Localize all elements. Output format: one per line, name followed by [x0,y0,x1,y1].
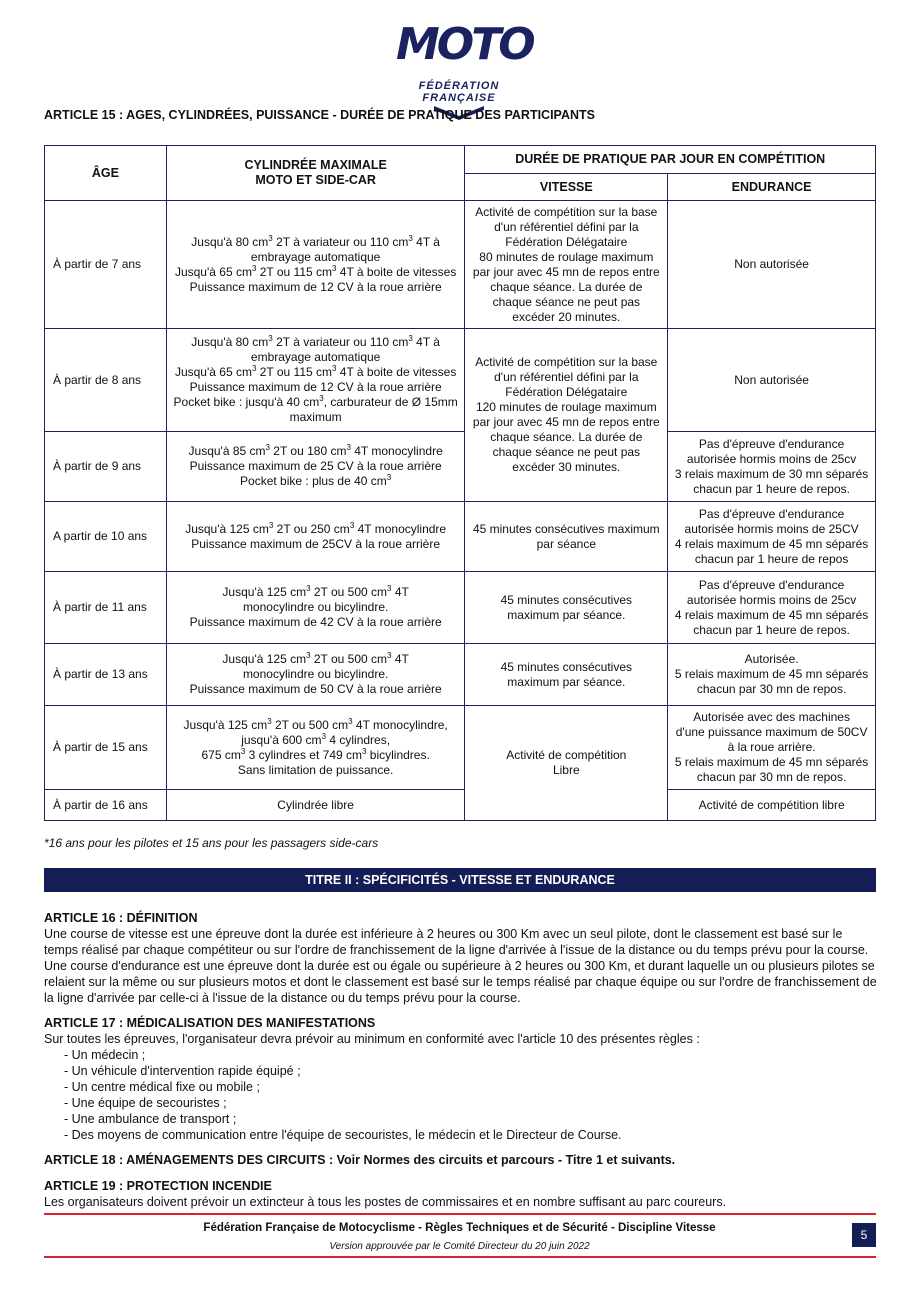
age-cell: À partir de 7 ans [45,201,167,329]
cylinder-cell [166,790,465,821]
cell-line: Jusqu'à 80 $cm^3$ 2T à variateur ou 110 $cm^3$ 4T à [191,233,440,249]
footer-title: Fédération Française de Motocyclisme - Règles Techniques et de Sécurité - Discipline Vitesse [203,1222,716,1234]
page-number: 5 [852,1223,876,1247]
header-duration: DURÉE DE PRATIQUE PAR JOUR EN COMPÉTITION [465,146,876,174]
cell-line: 5 relais maximum de 45 mn séparés [674,667,869,681]
cell-line: excéder 20 minutes. [512,309,621,324]
cell-line: autorisée hormis moins de 25CV [684,521,859,536]
cell-line: Fédération Délégataire [505,234,628,249]
cell-line: 675 $cm^3$ 3 cylindres et 749 $cm^3$ bicylindres. [201,746,430,762]
cell-line: Cylindrée libre [277,797,354,812]
list-item: - Une ambulance de transport ; [64,1112,237,1126]
cell-line: chacun par 1 heure de repos. [693,481,850,496]
cell-line: d'une puissance maximum de 50CV [675,725,868,739]
table-row [45,329,876,432]
cell-line: 5 relais maximum de 45 mn séparés [674,755,869,769]
speed-cell [465,502,668,572]
cell-line: Pas d'épreuve d'endurance [698,436,845,451]
table-row [45,644,876,706]
cell-line: chacun par 30 mn de repos. [696,682,847,696]
table-row [45,572,876,644]
cell-line: Non autorisée [734,372,809,387]
logo-line-2: FRANÇAISE [422,92,496,104]
header-cylinder: CYLINDRÉE MAXIMALE MOTO ET SIDE-CAR [166,146,465,201]
cell-line: chacun par 1 heure de repos. [693,622,850,637]
age-cell: À partir de 15 ans [45,706,167,790]
cell-line: autorisée hormis moins de 25cv [686,451,857,466]
cell-line: chaque séance ne peut pas [492,445,641,459]
cell-line: Non autorisée [734,257,809,271]
logo-word: MOTO [396,19,533,70]
cell-line: Pas d'épreuve d'endurance [698,577,845,592]
cell-line: Jusqu'à 125 $cm^3$ 2T ou 500 $cm^3$ 4T [222,584,409,599]
cell-line: Puissance maximum de 25CV à la roue arrière [191,536,441,551]
cell-line: Puissance maximum de 12 CV à la roue arrière [189,279,442,294]
cell-line: Autorisée. [744,652,799,666]
endurance-cell [668,201,876,329]
cell-line: d'un référentiel défini par la [494,370,639,384]
cylinder-cell [166,572,465,644]
cell-line: maximum [289,410,342,424]
cell-line: monocylindre ou bicylindre. [242,600,389,614]
endurance-cell [668,644,876,706]
table-row [45,201,876,329]
list-item: - Un véhicule d'intervention rapide équipé ; [64,1064,301,1078]
age-cell: À partir de 8 ans [45,329,167,432]
age-cell: A partir de 10 ans [45,502,167,572]
cell-line: maximum par séance. [507,674,626,689]
age-cell: À partir de 13 ans [45,644,167,706]
article-16-paragraph-1: Une course de vitesse est une épreuve dont la durée est inférieure à 2 heures ou 300 Km avec un seul pilote, dont le classement est basé sur le temps réalisé par chaque compétiteur ou sur l'ordre de franchissement de la ligne d'arrivée à l'issue de la distance ou du temps prévu pour la course. [44,927,869,957]
cell-line: 45 minutes consécutives [500,659,633,674]
cell-line: 3 relais maximum de 30 mn séparés [674,466,869,481]
title-ii-band: TITRE II : SPÉCIFICITÉS - VITESSE ET ENDURANCE [44,868,876,892]
header-speed: VITESSE [465,174,668,201]
cylinder-cell [166,329,465,432]
cell-line: Pocket bike : plus de 40 $cm^3$ [240,473,392,488]
cell-line: Autorisée avec des machines [693,710,850,724]
cell-line: Puissance maximum de 42 CV à la roue arrière [189,615,442,629]
cell-line: Jusqu'à 125 $cm^3$ 2T ou 500 $cm^3$ 4T [222,651,409,666]
header-age: ÂGE [45,146,167,201]
speed-cell [465,329,668,502]
cell-line: 4 relais maximum de 45 mn séparés [674,607,869,622]
cell-line: Activité de compétition sur la base [475,355,658,369]
cell-line: 120 minutes de roulage maximum [475,400,657,414]
article-19-text: Les organisateurs doivent prévoir un extincteur à tous les postes de commissaires et en nombre suffisant au parc coureurs. [44,1195,727,1209]
footer-bottom-rule [44,1256,876,1258]
cell-line: Jusqu'à 85 $cm^3$ 2T ou 180 $cm^3$ 4T monocylindre [188,443,443,458]
cell-line: monocylindre ou bicylindre. [242,667,389,681]
cell-line: par séance [536,536,596,551]
cell-line: Jusqu'à 80 $cm^3$ 2T à variateur ou 110 $cm^3$ 4T à [191,334,440,349]
cell-line: chacun par 1 heure de repos [694,551,849,566]
article-15-title: ARTICLE 15 : AGES, CYLINDRÉES, PUISSANCE - DURÉE DE PRATIQUE DES PARTICIPANTS [44,108,595,122]
cell-line: à la roue arrière. [727,740,816,754]
article-16-paragraph-2: Une course d'endurance est une épreuve dont la durée est ou égale ou supérieure à 2 heures ou 300 Km, et durant laquelle un ou plusieurs pilotes se relaient sur la même ou sur plusieurs motos et dont le classement est basé sur le temps réalisé par chaque équipe ou sur l'ordre de franchissement de la ligne d'arrivée par celle-ci à l'issue de la distance ou du temps prévu pour la course. [44,959,877,1005]
table-row [45,790,876,821]
speed-cell [465,644,668,706]
cell-line: par jour avec 45 mn de repos entre [472,415,660,429]
table-footnote: *16 ans pour les pilotes et 15 ans pour les passagers side-cars [44,836,379,850]
list-item: - Un médecin ; [64,1048,146,1062]
list-item: - Des moyens de communication entre l'équipe de secouristes, le médecin et le Directeur de Course. [64,1128,622,1142]
cell-line: Activité de compétition [506,748,627,762]
cylinder-cell [166,201,465,329]
speed-cell [465,706,668,821]
cell-line: Activité de compétition sur la base [475,204,658,219]
cell-line: Jusqu'à 125 $cm^3$ 2T ou 500 $cm^3$ 4T monocylindre, [183,716,448,732]
age-cell: À partir de 11 ans [45,572,167,644]
cell-line: Pas d'épreuve d'endurance [698,506,845,521]
article-18-title: ARTICLE 18 : AMÉNAGEMENTS DES CIRCUITS : Voir Normes des circuits et parcours - Titre 1 et suivants. [44,1153,676,1167]
cell-line: Jusqu'à 65 $cm^3$ 2T ou 115 $cm^3$ 4T à boite de vitesses [174,364,457,379]
list-item: - Un centre médical fixe ou mobile ; [64,1080,260,1094]
cell-line: Pocket bike : jusqu'à 40 $cm^3$, carburateur de Ø 15mm [173,394,458,409]
cell-line: excéder 30 minutes. [512,460,621,474]
cell-line: chaque séance ne peut pas [492,294,641,309]
cylinder-cell [166,502,465,572]
cell-line: embrayage automatique [250,350,381,364]
footer-top-rule [44,1213,876,1215]
cell-line: Puissance maximum de 50 CV à la roue arrière [189,682,442,696]
endurance-cell [668,329,876,432]
speed-cell [465,572,668,644]
logo-line-1: FÉDÉRATION [418,80,500,92]
cell-line: Activité de compétition libre [698,797,845,812]
cell-line: Fédération Délégataire [505,385,628,399]
age-cell: À partir de 9 ans [45,432,167,502]
age-cell: À partir de 16 ans [45,790,167,821]
cell-line: d'un référentiel défini par la [494,219,639,234]
ffm-logo [396,18,533,110]
endurance-cell [668,706,876,790]
table-row [45,502,876,572]
cell-line: chaque séance. La durée de [490,430,643,444]
cell-line: Jusqu'à 65 $cm^3$ 2T ou 115 $cm^3$ 4T à boite de vitesses [174,263,457,279]
cell-line: chacun par 30 mn de repos. [696,770,847,784]
endurance-cell [668,432,876,502]
cell-line: 80 minutes de roulage maximum [479,249,654,264]
cell-line: autorisée hormis moins de 25cv [686,592,857,607]
list-item: - Une équipe de secouristes ; [64,1096,227,1110]
cell-line: Libre [552,763,580,777]
cell-line: embrayage automatique [250,249,381,264]
article-19-title: ARTICLE 19 : PROTECTION INCENDIE [44,1179,272,1193]
cylinder-cell [166,644,465,706]
cell-line: Sans limitation de puissance. [237,762,394,777]
article-17-title: ARTICLE 17 : MÉDICALISATION DES MANIFESTATIONS [44,1016,376,1030]
cylinder-cell [166,432,465,502]
article-16-title: ARTICLE 16 : DÉFINITION [44,911,198,925]
endurance-cell [668,790,876,821]
article-17-list [64,1047,622,1143]
footer-version: Version approuvée par le Comité Directeur du 20 juin 2022 [329,1241,590,1252]
article-17-intro: Sur toutes les épreuves, l'organisateur devra prévoir au minimum en conformité avec l'article 10 des présentes règles : [44,1032,700,1046]
cell-line: maximum par séance. [507,607,626,622]
cell-line: 45 minutes consécutives [500,592,633,607]
cell-line: 45 minutes consécutives maximum [472,521,660,536]
cell-line: 4 relais maximum de 45 mn séparés [674,536,869,551]
cell-line: Jusqu'à 125 $cm^3$ 2T ou 250 $cm^3$ 4T monocylindre [185,520,447,536]
table-row [45,706,876,790]
speed-cell [465,201,668,329]
cell-line: jusqu'à 600 $cm^3$ 4 cylindres, [241,731,391,747]
cylinder-cell [166,706,465,790]
age-cylinder-table [44,145,876,821]
table-row [45,432,876,502]
cell-line: Puissance maximum de 25 CV à la roue arrière [189,459,442,473]
endurance-cell [668,572,876,644]
header-endurance: ENDURANCE [668,174,876,201]
cell-line: Puissance maximum de 12 CV à la roue arrière [189,380,442,394]
endurance-cell [668,502,876,572]
cell-line: par jour avec 45 mn de repos entre [472,264,660,279]
cell-line: chaque séance. La durée de [490,279,643,294]
